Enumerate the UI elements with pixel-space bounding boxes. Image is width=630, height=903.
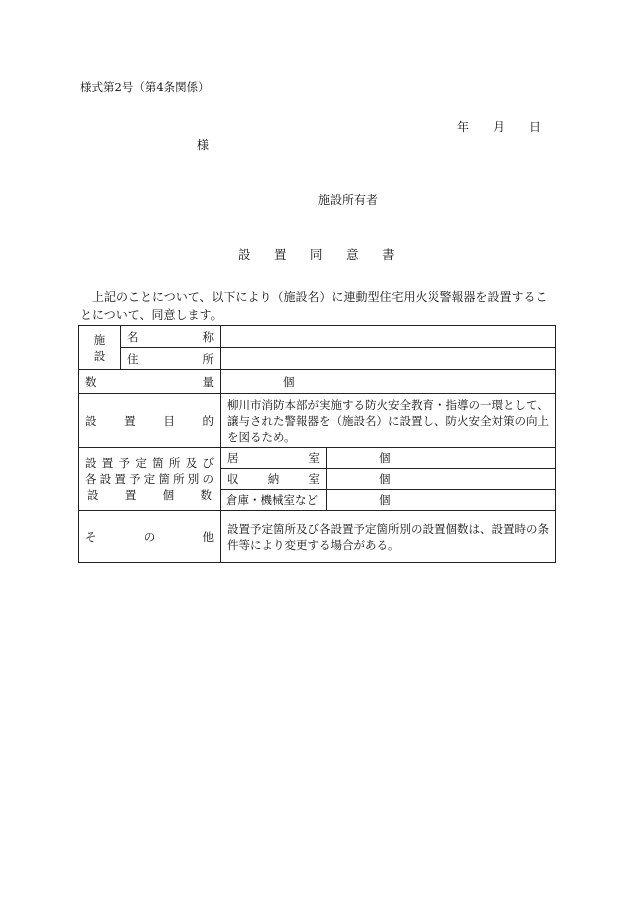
table-row: [79, 511, 556, 563]
owner-label: 施設所有者: [318, 193, 379, 207]
quantity-value-cell[interactable]: [221, 370, 556, 394]
date-month: 月: [493, 120, 506, 134]
consent-form-table: [78, 325, 556, 563]
addressee-suffix: 様: [197, 138, 210, 152]
quantity-label: 数 量: [79, 370, 221, 394]
purpose-label: 設 置 目 的: [79, 394, 221, 448]
table-row: [79, 448, 556, 469]
intro-paragraph: 上記のことについて、以下により（施設名）に連動型住宅用火災警報器を設置することについて、同意します。: [80, 290, 548, 322]
purpose-text: 柳川市消防本部が実施する防火安全教育・指導の一環として、譲与された警報器を（施設名）に設置し、防火安全対策の向上を図るため。: [221, 394, 556, 448]
address-label: 住 所: [121, 348, 221, 370]
title-char: 意: [346, 247, 359, 262]
other-text: 設置予定箇所及び各設置予定箇所別の設置個数は、設置時の条件等により変更する場合がある。: [221, 511, 556, 563]
placement-label-line: 設置個数: [87, 488, 212, 502]
other-label: そ の 他: [79, 511, 221, 563]
room-unit-storage[interactable]: 個: [327, 469, 556, 490]
name-value-cell[interactable]: [221, 326, 556, 348]
placement-label: [79, 448, 221, 511]
address-value-cell[interactable]: [221, 348, 556, 370]
placement-label-line: 設置予定箇所及び: [85, 456, 214, 470]
table-row: [79, 394, 556, 448]
title-char: 同: [310, 247, 323, 262]
name-label: 名 称: [121, 326, 221, 348]
date-year: 年: [457, 120, 470, 134]
table-row: [79, 370, 556, 394]
title-char: 設: [238, 247, 251, 262]
room-unit-living[interactable]: 個: [327, 448, 556, 469]
document-title: [238, 249, 418, 262]
quantity-unit: 個: [283, 374, 295, 389]
table-row: [79, 348, 556, 370]
form-number: 様式第2号（第4条関係）: [80, 80, 210, 94]
date-day: 日: [529, 120, 542, 134]
room-label-storage: 収 納 室: [221, 469, 327, 490]
room-label-living: 居 室: [221, 448, 327, 469]
table-row: [79, 326, 556, 348]
facility-label: 施 設: [79, 326, 121, 370]
room-unit-warehouse[interactable]: 個: [327, 490, 556, 511]
room-label-warehouse: 倉庫・機械室など: [221, 490, 327, 511]
title-char: 書: [382, 247, 395, 262]
date-line: [457, 121, 541, 133]
title-char: 置: [274, 247, 287, 262]
placement-label-line: 各設置予定箇所別の: [85, 472, 214, 486]
